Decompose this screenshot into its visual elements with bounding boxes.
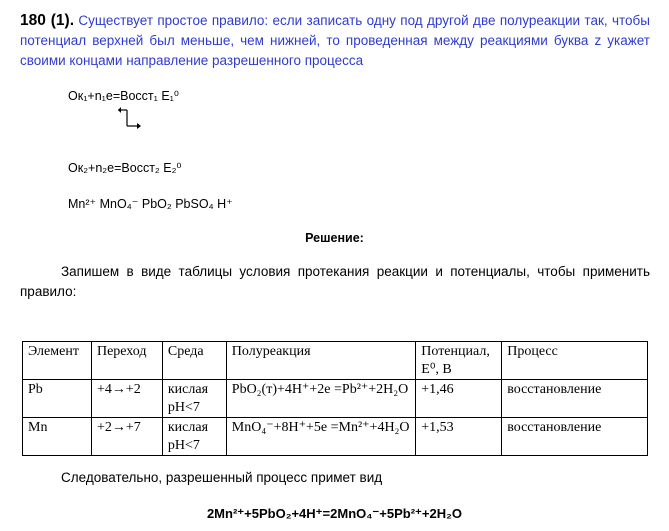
cell-half-reaction: PbO₂(т)+4H⁺+2e =Pb²⁺+2H₂O	[226, 380, 415, 418]
header-half-reaction: Полуреакция	[226, 342, 415, 380]
cell-medium: кислая pH<7	[162, 418, 226, 456]
header-potential: Потенциал, E⁰, В	[416, 342, 502, 380]
header-element: Элемент	[23, 342, 92, 380]
scheme-line-2: Ок₂+n₂e=Восст₂ E₂⁰	[68, 161, 182, 175]
problem-paragraph	[20, 11, 650, 71]
table-row	[23, 380, 648, 418]
solution-heading: Решение:	[305, 231, 364, 245]
cell-element: Mn	[23, 418, 92, 456]
conclusion-text: Следовательно, разрешенный процесс примет вид	[61, 470, 383, 485]
table-header-row	[23, 342, 648, 380]
header-transition: Переход	[91, 342, 162, 380]
cell-transition: +4→+2	[91, 380, 162, 418]
cell-medium: кислая pH<7	[162, 380, 226, 418]
cell-process: восстановление	[502, 418, 648, 456]
problem-statement: Существует простое правило: если записать одну под другой две полуреакции так, чтобы потенциал верхней был меньше, чем нижней, то проведенная между реакциями буква z укажет своими концами направление разрешенного процесса	[20, 13, 650, 68]
problem-number: 180 (1).	[20, 12, 75, 29]
cell-process: восстановление	[502, 380, 648, 418]
final-equation: 2Mn²⁺+5PbO₂+4H⁺=2MnO₄⁻+5Pb²⁺+2H₂O	[206, 506, 463, 521]
cell-potential: +1,46	[416, 380, 502, 418]
header-process: Процесс	[502, 342, 648, 380]
z-arrow-icon	[118, 106, 148, 132]
species-list: Mn²⁺ MnO₄⁻ PbO₂ PbSO₄ H⁺	[68, 197, 233, 211]
cell-transition: +2→+7	[91, 418, 162, 456]
header-medium: Среда	[162, 342, 226, 380]
reaction-table	[22, 341, 648, 456]
cell-element: Pb	[23, 380, 92, 418]
table-row	[23, 418, 648, 456]
scheme-line-1: Ок₁+n₁e=Восст₁ E₁⁰	[68, 89, 179, 103]
intro-paragraph: Запишем в виде таблицы условия протекания реакции и потенциалы, чтобы применить правило:	[20, 264, 650, 299]
cell-half-reaction: MnO₄⁻+8H⁺+5e =Mn²⁺+4H₂O	[226, 418, 415, 456]
cell-potential: +1,53	[416, 418, 502, 456]
